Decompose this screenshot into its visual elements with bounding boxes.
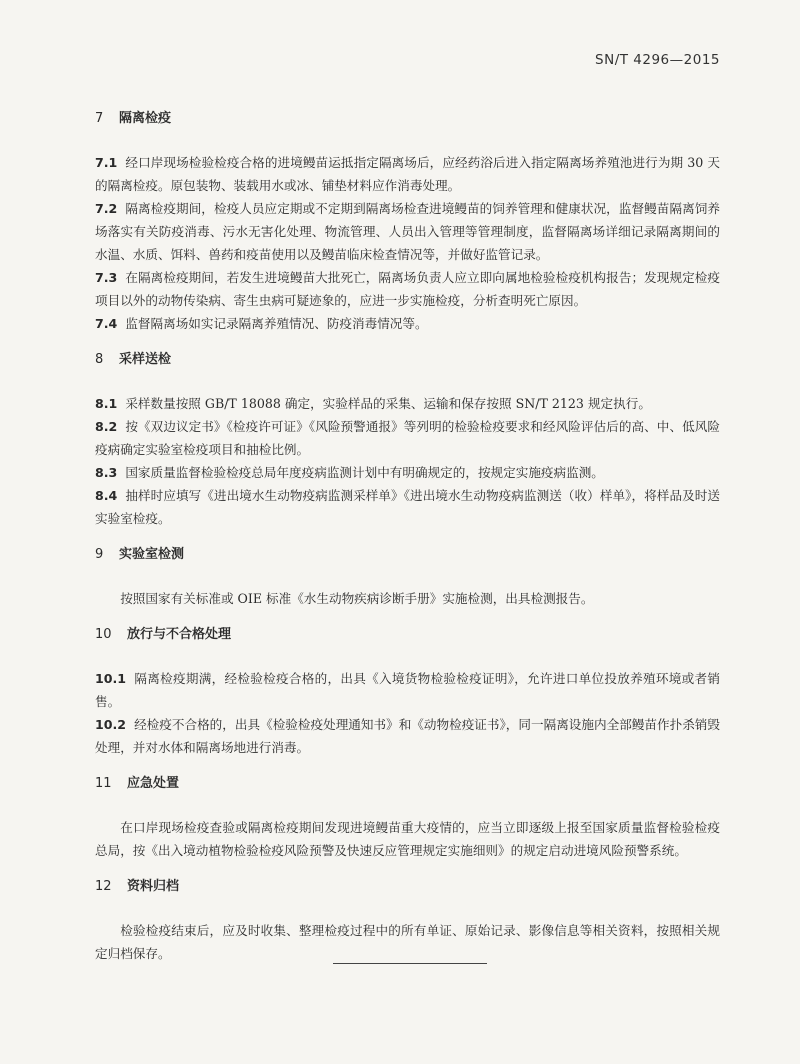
section-11-paragraph: 在口岸现场检疫查验或隔离检疫期间发现进境鳗苗重大疫情的，应当立即逐级上报至国家质量监督检验检疫总局，按《出入境动植物检验检疫风险预警及快速反应管理规定实施细则》的规定启动进境风险预警系统。 — [95, 820, 720, 858]
section-title: 资料归档 — [127, 879, 180, 894]
clause-8-4 — [95, 484, 720, 530]
section-12-paragraph: 检验检疫结束后，应及时收集、整理检疫过程中的所有单证、原始记录、影像信息等相关资料，按照相关规定归档保存。 — [95, 923, 720, 961]
clause-text: 经检疫不合格的，出具《检验检疫处理通知书》和《动物检疫证书》，同一隔离设施内全部鳗苗作扑杀销毁处理，并对水体和隔离场地进行消毒。 — [95, 717, 720, 755]
clause-text: 隔离检疫期满，经检验检疫合格的，出具《入境货物检验检疫证明》，允许进口单位投放养殖环境或者销售。 — [95, 671, 720, 709]
clause-number: 10.1 — [95, 671, 127, 686]
section-9-paragraph: 按照国家有关标准或 OIE 标准《水生动物疾病诊断手册》实施检测，出具检测报告。 — [120, 591, 594, 606]
section-title: 实验室检测 — [119, 547, 185, 562]
clause-8-1 — [95, 392, 720, 415]
section-number: 10 — [95, 627, 112, 642]
clause-text: 在隔离检疫期间，若发生进境鳗苗大批死亡，隔离场负责人应立即向属地检验检疫机构报告；发现规定检疫项目以外的动物传染病、寄生虫病可疑迹象的，应进一步实施检疫，分析查明死亡原因。 — [95, 270, 720, 308]
clause-number: 7.4 — [95, 316, 118, 331]
clause-7-4 — [95, 312, 720, 335]
clause-number: 8.3 — [95, 465, 118, 480]
document-body — [95, 108, 720, 965]
clause-10-2 — [95, 713, 720, 759]
clause-7-1 — [95, 151, 720, 197]
clause-number: 7.1 — [95, 155, 118, 170]
section-title: 放行与不合格处理 — [127, 627, 232, 642]
clause-text: 经口岸现场检验检疫合格的进境鳗苗运抵指定隔离场后，应经药浴后进入指定隔离场养殖池进行为期 30 天的隔离检疫。原包装物、装载用水或冰、铺垫材料应作消毒处理。 — [95, 155, 720, 193]
clause-number: 7.2 — [95, 201, 118, 216]
clause-text: 监督隔离场如实记录隔离养殖情况、防疫消毒情况等。 — [125, 316, 428, 331]
clause-number: 10.2 — [95, 717, 127, 732]
clause-8-2 — [95, 415, 720, 461]
section-title: 应急处置 — [127, 776, 180, 791]
section-number: 9 — [95, 547, 104, 562]
section-9-heading — [95, 544, 720, 566]
section-12-heading — [95, 876, 720, 898]
section-number: 7 — [95, 111, 104, 126]
section-8-heading — [95, 349, 720, 371]
section-10-heading — [95, 624, 720, 646]
section-11-heading — [95, 773, 720, 795]
section-title: 隔离检疫 — [119, 111, 172, 126]
clause-text: 国家质量监督检验检疫总局年度疫病监测计划中有明确规定的，按规定实施疫病监测。 — [125, 465, 604, 480]
clause-number: 8.4 — [95, 488, 118, 503]
standard-code: SN/T 4296—2015 — [595, 52, 720, 68]
section-number: 8 — [95, 352, 104, 367]
clause-8-3 — [95, 461, 720, 484]
clause-text: 按《双边议定书》《检疫许可证》《风险预警通报》等列明的检验检疫要求和经风险评估后的高、中、低风险疫病确定实验室检疫项目和抽检比例。 — [95, 419, 720, 457]
clause-number: 7.3 — [95, 270, 118, 285]
section-number: 11 — [95, 776, 112, 791]
clause-7-2 — [95, 197, 720, 266]
end-rule — [333, 963, 487, 964]
clause-number: 8.1 — [95, 396, 118, 411]
clause-text: 抽样时应填写《进出境水生动物疫病监测采样单》《进出境水生动物疫病监测送（收）样单》，将样品及时送实验室检疫。 — [95, 488, 720, 526]
clause-number: 8.2 — [95, 419, 118, 434]
clause-7-3 — [95, 266, 720, 312]
clause-text: 采样数量按照 GB/T 18088 确定，实验样品的采集、运输和保存按照 SN/T 2123 规定执行。 — [125, 396, 651, 411]
clause-text: 隔离检疫期间，检疫人员应定期或不定期到隔离场检查进境鳗苗的饲养管理和健康状况，监督鳗苗隔离饲养场落实有关防疫消毒、污水无害化处理、物流管理、人员出入管理等管理制度，监督隔离场详细记录隔离期间的水温、水质、饵料、兽药和疫苗使用以及鳗苗临床检查情况等，并做好监管记录。 — [95, 201, 720, 262]
clause-10-1 — [95, 667, 720, 713]
section-7-heading — [95, 108, 720, 130]
section-title: 采样送检 — [119, 352, 172, 367]
section-number: 12 — [95, 879, 112, 894]
